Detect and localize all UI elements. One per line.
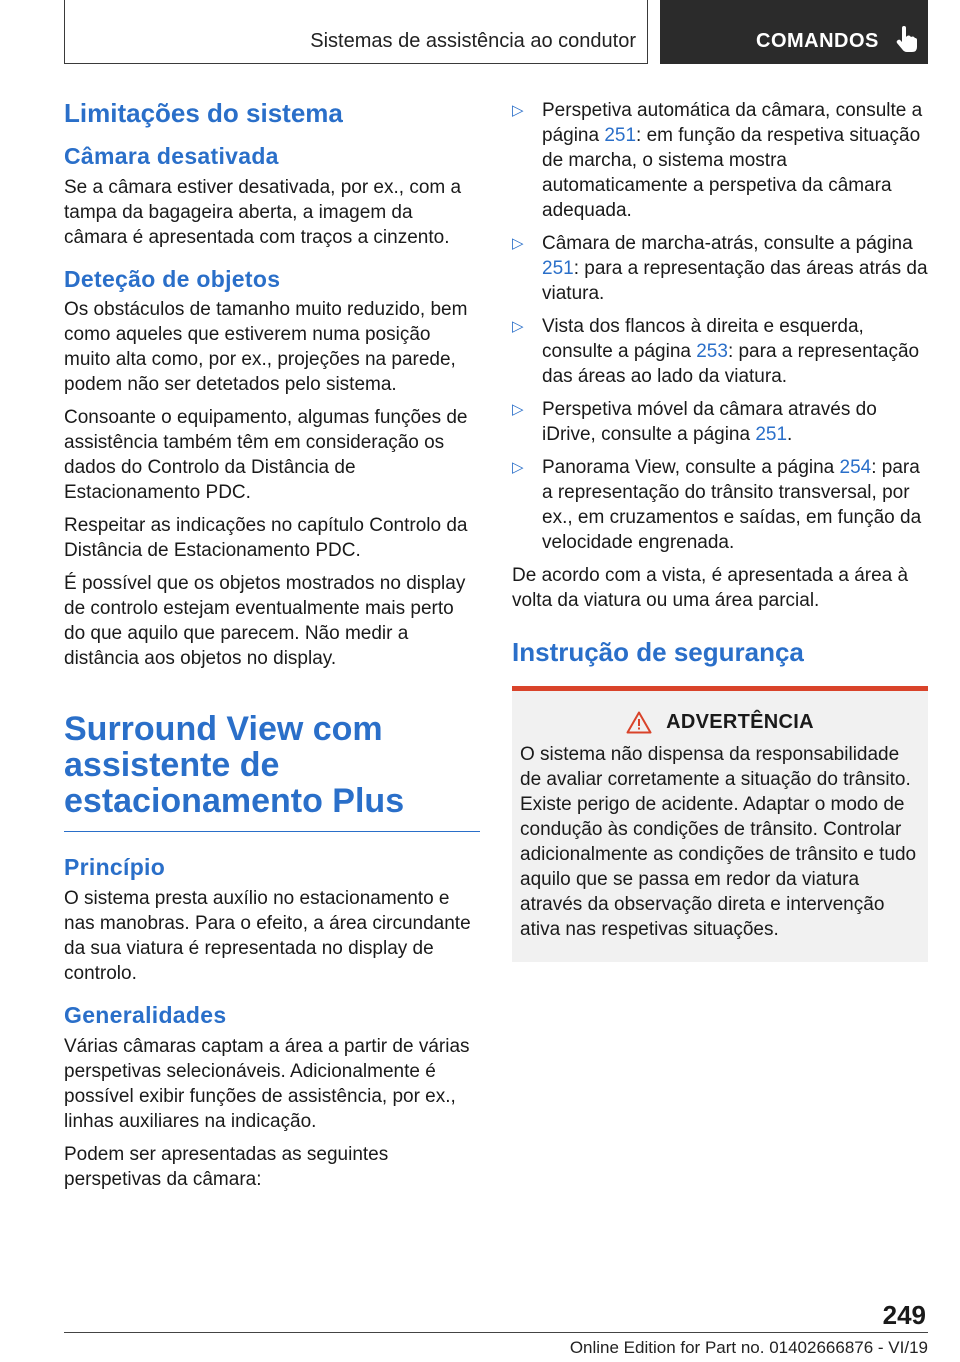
list-item: ▷ Panorama View, consulte a página 254: para a representação do trânsito transversal, por ex., em cruzamentos e saídas, em função da velocidade engrenada. <box>512 457 922 553</box>
camera-perspective-list <box>512 98 928 555</box>
limitations-heading: Limitações do sistema <box>64 98 343 128</box>
general-paragraph-2: Podem ser apresentadas as seguintes perspetivas da câmara: <box>64 1143 389 1190</box>
object-detection-paragraph-1: Os obstáculos de tamanho muito reduzido, bem como aqueles que estiverem numa posição muito alta como, por ex., projeções na parede, podem não ser detetados pelo sistema. <box>64 299 468 396</box>
general-heading: Generalidades <box>64 1001 227 1028</box>
header-section-title: Sistemas de assistência ao condutor <box>310 30 636 52</box>
camera-off-heading: Câmara desativada <box>64 143 279 170</box>
list-item: ▷ Perspetiva móvel da câmara através do iDrive, consulte a página 251. <box>512 399 877 445</box>
page-link[interactable]: 251 <box>542 258 574 279</box>
list-item: ▷ Vista dos flancos à direita e esquerda, consulte a página 253: para a representação das áreas ao lado da viatura. <box>512 316 920 387</box>
camera-off-text: Se a câmara estiver desativada, por ex., com a tampa da bagageira aberta, a imagem da câmara é apresentada com traços a cinzento. <box>64 176 462 248</box>
warning-triangle-icon <box>626 711 652 734</box>
footer-divider <box>64 1332 928 1333</box>
chapter-divider <box>64 831 480 832</box>
object-detection-paragraph-2: Consoante o equipamento, algumas funções de assistência também têm em consideração os dados do Controlo da Distância de Estacionamento PDC. <box>64 407 468 504</box>
general-paragraph-1: Várias câmaras captam a área a partir de várias perspetivas selecionáveis. Adicionalmente é possível exibir funções de assistência, por ex., linhas auxiliares na indicação. <box>64 1035 470 1132</box>
warning-title: ADVERTÊNCIA <box>666 711 814 734</box>
list-item: ▷ Câmara de marcha-atrás, consulte a página 251: para a representação das áreas atrás da viatura. <box>512 233 928 304</box>
list-item: ▷ Perspetiva automática da câmara, consulte a página 251: em função da respetiva situação de marcha, o sistema mostra automaticamente a perspetiva da câmara adequada. <box>512 100 923 221</box>
page-link[interactable]: 254 <box>839 457 872 478</box>
after-list-text: De acordo com a vista, é apresentada a área à volta da viatura ou uma área parcial. <box>512 565 909 611</box>
right-column <box>512 98 928 962</box>
page-link[interactable]: 251 <box>604 125 637 146</box>
page-link[interactable]: 253 <box>696 341 728 362</box>
principle-text: O sistema presta auxílio no estacionamento e nas manobras. Para o efeito, a área circundante da sua viatura é representada no display de controlo. <box>64 887 471 984</box>
header-chapter-tab[interactable] <box>660 0 928 64</box>
principle-heading: Princípio <box>64 854 166 881</box>
warning-box <box>512 686 928 962</box>
triangle-bullet-icon: ▷ <box>512 459 524 476</box>
footer-edition: Online Edition for Part no. 01402666876 - VI/19 <box>569 1338 928 1357</box>
safety-heading: Instrução de segurança <box>512 637 804 667</box>
left-column <box>64 98 480 1200</box>
object-detection-heading: Deteção de objetos <box>64 265 281 292</box>
page-number: 249 <box>882 1300 926 1330</box>
header-tab-label: COMANDOS <box>756 30 879 52</box>
triangle-bullet-icon: ▷ <box>512 235 524 252</box>
page-link[interactable]: 251 <box>755 424 788 445</box>
triangle-bullet-icon: ▷ <box>512 318 524 335</box>
chapter-title: Surround View com assistente de estacionamento Plus <box>64 710 405 821</box>
object-detection-paragraph-3: Respeitar as indicações no capítulo Controlo da Distância de Estacionamento PDC. <box>64 515 468 562</box>
object-detection-paragraph-4: É possível que os objetos mostrados no display de controlo estejam eventualmente mais perto do que aquilo que parecem. Não medir a distância aos objetos no display. <box>64 573 466 670</box>
pointing-hand-icon <box>896 26 918 52</box>
triangle-bullet-icon: ▷ <box>512 102 524 119</box>
warning-text: O sistema não dispensa da responsabilidade de avaliar corretamente a situação do trânsito. Existe perigo de acidente. Adaptar o modo de condução às condições de trânsito. Controlar adicionalmente as condições de trânsito e tudo aquilo que se passa em redor da viatura através da observação direta e intervenção ativa nas respetivas situações. <box>520 744 917 941</box>
triangle-bullet-icon: ▷ <box>512 401 524 418</box>
warning-header <box>520 711 920 734</box>
